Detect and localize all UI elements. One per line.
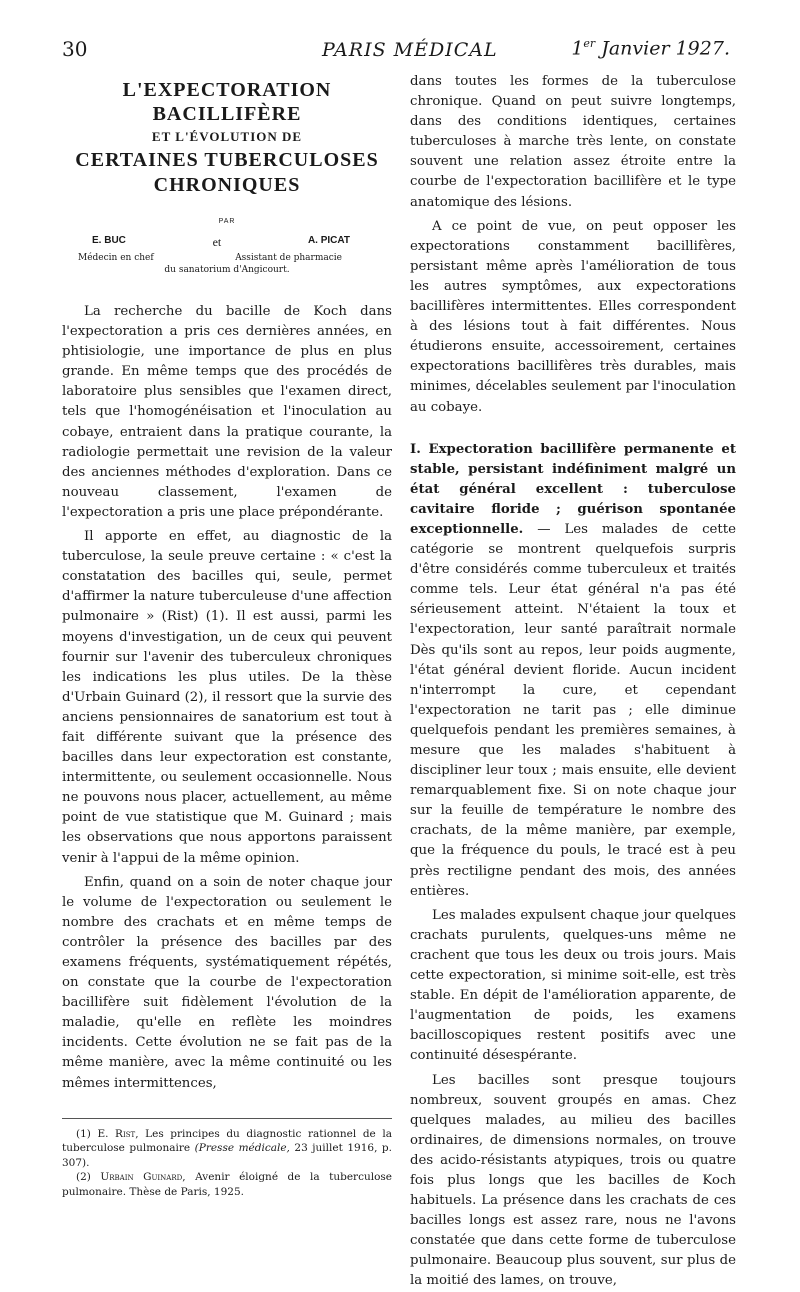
byline-par: PAR: [218, 218, 236, 225]
affiliation-1: Médecin en chef: [78, 253, 154, 263]
date-day: 1: [571, 37, 584, 60]
author-1: E. BUC: [92, 235, 126, 246]
section-1-text: — Les malades de cette catégorie se montrent quelquefois surpris d'être considérés comme tuberculeux et traités comme tels. Leur état général n'a pas été sérieusement atteint. N'étaient la toux et l'expectoration, leur santé paraîtrait normale Dès qu'ils sont au repos, leur poids augmente, l'état général devient floride. Aucun incident n'interrompt la cure, et cependant l'expectoration ne tarit pas ; elle diminue quelquefois pendant les premières semaines, à mesure que les malades s'habituent à discipliner leur toux ; mais ensuite, elle devient remarquablement fixe. Si on note chaque jour sur la feuille de température le nombre des crachats, de la même manière, par exemple, que la fréquence du pouls, le tracé est à peu près rectiligne pendant des mois, des années entières.: [410, 521, 736, 899]
paragraph: Il apporte en effet, au diagnostic de la tuberculose, la seule preuve certaine : « c'est la constatation des bacilles qui, seule, permet d'affirmer la nature tuberculeuse d'une affection pulmonaire » (Rist) (1). Il est aussi, parmi les moyens d'investigation, un de ceux qui peuvent fournir sur l'avenir des tuberculeux chroniques les indications les plus utiles. De la thèse d'Urbain Guinard (2), il ressort que la survie des anciens pensionnaires de sanatorium est tout à fait différente suivant que la présence des bacilles dans leur expectoration est constante, intermittente, ou seulement occasionnelle. Nous ne pouvons nous placer, actuellement, au même point de vue statistique que M. Guinard ; mais les observations que nous apportons paraissent venir à l'appui de la même opinion.: [62, 529, 392, 866]
author-2: A. PICAT: [307, 235, 350, 246]
paragraph: Enfin, quand on a soin de noter chaque jour le volume de l'expectoration ou seulement le nombre des crachats et en même temps de contrôler la présence des bacilles par des examens fréquents, systématiquement répétés, on constate que la courbe de l'expectoration bacillifère suit fidèlement l'évolution de la maladie, qu'elle en reflète les moindres incidents. Cette évolution ne se fait pas de la même manière, avec la même continuité ou les mêmes intermittences,: [62, 874, 392, 1091]
title-line-1: L'EXPECTORATION: [122, 79, 332, 101]
authors: [62, 235, 392, 250]
section-1-paragraph: [410, 440, 736, 902]
title-line-4: CERTAINES TUBERCULOSES: [75, 149, 379, 171]
date-rest: Janvier 1927.: [601, 37, 730, 60]
paragraph: dans toutes les formes de la tuberculose chronique. Quand on peut suivre longtemps, dans des conditions identiques, certaines tuberculoses à marche très lente, on constate souvent une relation assez étroite entre la courbe de l'expectoration bacillifère et le type anatomique des lésions.: [410, 74, 736, 210]
paragraph: Les bacilles sont presque toujours nombreux, souvent groupés en amas. Chez quelques malades, au milieu des bacilles ordinaires, de dimensions normales, on trouve des acido-résistants atypiques, trois ou quatre fois plus longs que les bacilles de Koch habituels. La présence dans les crachats de ces bacilles longs est assez rare, nous ne l'avons constatée que dans cette forme de tuberculose pulmonaire. Beaucoup plus souvent, sur plus de la moitié des lames, on trouve,: [410, 1072, 736, 1289]
paragraph: Les malades expulsent chaque jour quelques crachats purulents, quelques-uns même ne crachent que tous les deux ou trois jours. Mais cette expectoration, si minime soit-elle, est très stable. En dépit de l'amélioration apparente, de l'augmentation de poids, les examens bacilloscopiques restent positifs avec une continuité désespérante.: [410, 907, 736, 1064]
paragraph: La recherche du bacille de Koch dans l'expectoration a pris ces dernières années, en phtisiologie, une importance de plus en plus grande. En même temps que des procédés de laboratoire plus sensibles que l'examen direct, tels que l'homogénéisation et l'inoculation au cobaye, entraient dans la pratique courante, la radiologie permettait une revision de la valeur des anciennes méthodes d'exploration. Dans ce nouveau classement, l'examen de l'expectoration a pris une place prépondérante.: [62, 304, 392, 520]
left-column: [62, 72, 392, 1199]
affiliation-2: Assistant de pharmacie: [235, 253, 342, 263]
left-body-text: [62, 302, 392, 1094]
footnote-2: (2) Urbain Guinard, Avenir éloigné de la tuberculose pulmonaire. Thèse de Paris, 1925.: [62, 1171, 393, 1198]
author-separator: et: [212, 235, 222, 249]
footnote-1: (1) E. Rist, Les principes du diagnostic rationnel de la tuberculose pulmonaire (Presse médicale, 23 juillet 1916, p. 307).: [62, 1127, 392, 1169]
section-1-heading: I. Expectoration bacillifère permanente et stable, persistant indéfiniment malgré un état général excellent : tuberculose cavitaire floride ; guérison spontanée exceptionnelle.: [410, 441, 736, 537]
page-number: 30: [62, 37, 88, 61]
title-line-2: BACILLIFÈRE: [152, 103, 302, 125]
footnote-2-author: Urbain Guinard,: [100, 1171, 186, 1184]
affiliation-3: du sanatorium d'Angicourt.: [164, 265, 290, 275]
footnote-1-author: E. Rist,: [97, 1127, 139, 1140]
paragraph: A ce point de vue, on peut opposer les expectorations constamment bacillifères, persistant même après l'amélioration de tous les autres symptômes, aux expectorations bacillifères intermittentes. Elles correspondent à des lésions tout à fait différentes. Nous étudierons ensuite, accessoirement, certaines expectorations bacillifères très durables, mais minimes, décelables seulement par l'inoculation au cobaye.: [410, 218, 736, 415]
affiliations: [62, 252, 392, 276]
article-title-block: [62, 78, 392, 276]
right-column: [410, 72, 736, 1292]
footnote-divider: [62, 1118, 392, 1119]
title-line-5: CHRONIQUES: [153, 174, 301, 196]
issue-date: [571, 37, 730, 59]
title-line-3: ET L'ÉVOLUTION DE: [151, 129, 303, 144]
footnotes: [62, 1127, 392, 1200]
running-title: PARIS MÉDICAL: [322, 39, 498, 61]
date-superscript: er: [583, 37, 596, 50]
